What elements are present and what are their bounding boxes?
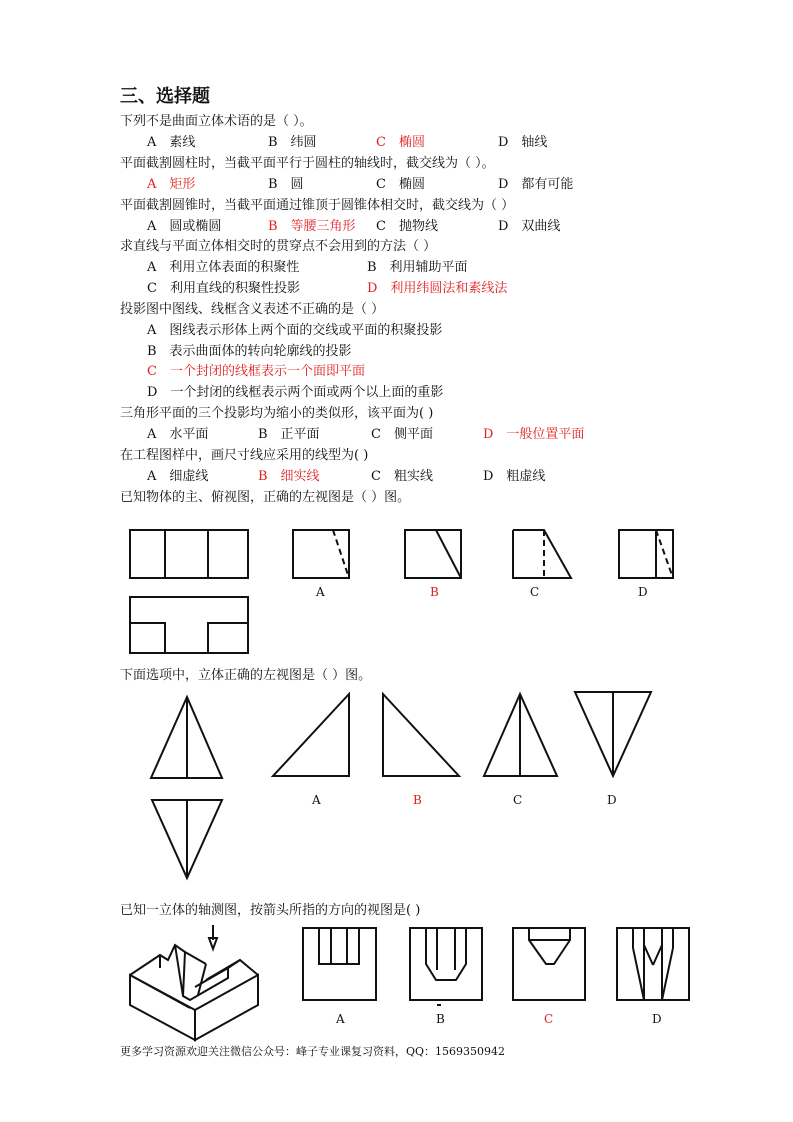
option: B 表示曲面体的转向轮廓线的投影 xyxy=(147,344,352,359)
figure-label: D xyxy=(607,793,617,807)
q9-option-a-figure xyxy=(273,694,349,776)
q9-option-b-figure xyxy=(383,694,459,776)
option: B 正平面 xyxy=(258,427,320,442)
figure-label: A xyxy=(312,793,321,807)
option: B 圆 xyxy=(268,177,304,192)
option: A 水平面 xyxy=(147,427,209,442)
question-stem: 三角形平面的三个投影均为缩小的类似形，该平面为( ) xyxy=(120,406,434,421)
question-stem: 平面截割圆柱时，当截平面平行于圆柱的轴线时，截交线为（ ）。 xyxy=(120,156,495,171)
q8-top-view xyxy=(130,597,248,653)
option: D 粗虚线 xyxy=(483,469,546,484)
option: B 利用辅助平面 xyxy=(367,260,468,275)
option: D 都有可能 xyxy=(498,177,574,192)
question-stem: 求直线与平面立体相交时的贯穿点不会用到的方法（ ） xyxy=(120,239,437,254)
figure-label: C xyxy=(513,793,523,807)
q10-option-c-figure xyxy=(513,928,585,1000)
question-stem: 下面选项中，立体正确的左视图是（ ）图。 xyxy=(120,668,372,683)
option: A 图线表示形体上两个面的交线或平面的积聚投影 xyxy=(147,323,443,338)
option-answer: B 等腰三角形 xyxy=(268,219,356,234)
q9-option-d-figure xyxy=(575,692,651,776)
q8-front-view xyxy=(130,530,248,578)
option: B 纬圆 xyxy=(268,135,317,150)
option-answer: C 椭圆 xyxy=(376,135,425,150)
option: D 双曲线 xyxy=(498,219,561,234)
figure-label: A xyxy=(336,1012,345,1026)
q8-option-a-figure xyxy=(293,530,349,578)
option: C 粗实线 xyxy=(371,469,433,484)
option: A 素线 xyxy=(147,135,196,150)
option: C 侧平面 xyxy=(371,427,433,442)
option: C 抛物线 xyxy=(376,219,438,234)
q8-option-d-figure xyxy=(619,530,673,578)
q8-option-b-figure xyxy=(405,530,461,578)
option-answer: D 一般位置平面 xyxy=(483,427,585,442)
option: C 椭圆 xyxy=(376,177,425,192)
question-stem: 已知一立体的轴测图，按箭头所指的方向的视图是( ) xyxy=(120,903,421,918)
option-answer: C 一个封闭的线框表示一个面即平面 xyxy=(147,364,365,379)
figure-label: C xyxy=(530,585,540,599)
option: A 利用立体表面的积聚性 xyxy=(147,260,300,275)
q8-option-c-figure xyxy=(513,530,571,578)
question-stem: 下列不是曲面立体术语的是（ ）。 xyxy=(120,114,313,129)
figure-label: A xyxy=(316,585,325,599)
q9-front-view xyxy=(151,697,222,778)
q10-direction-arrow xyxy=(209,925,217,949)
q10-option-b-figure xyxy=(410,928,482,1005)
option-answer: A 矩形 xyxy=(147,177,196,192)
footer-note: 更多学习资源欢迎关注微信公众号：峰子专业课复习资料，QQ：1569350942 xyxy=(120,1045,506,1058)
question-stem: 投影图中图线、线框含义表述不正确的是（ ） xyxy=(120,302,385,317)
figure-label-answer: B xyxy=(413,793,422,807)
question-stem: 已知物体的主、俯视图，正确的左视图是（ ）图。 xyxy=(120,490,411,505)
section-title: 三、选择题 xyxy=(120,86,210,107)
figure-label-answer: C xyxy=(544,1012,554,1026)
figure-label: D xyxy=(638,585,648,599)
option: D 一个封闭的线框表示两个面或两个以上面的重影 xyxy=(147,385,444,400)
option: A 圆或椭圆 xyxy=(147,219,222,234)
option-answer: D 利用纬圆法和素线法 xyxy=(367,281,508,296)
question-stem: 平面截割圆锥时，当截平面通过锥顶于圆锥体相交时，截交线为（ ） xyxy=(120,198,515,213)
question-stem: 在工程图样中，画尺寸线应采用的线型为( ) xyxy=(120,448,369,463)
option-answer: B 细实线 xyxy=(258,469,320,484)
option: D 轴线 xyxy=(498,135,548,150)
q9-option-c-figure xyxy=(484,694,557,776)
q10-option-a-figure xyxy=(303,928,376,1000)
option: A 细虚线 xyxy=(147,469,209,484)
figure-label-answer: B xyxy=(430,585,439,599)
figure-label: B xyxy=(436,1012,445,1026)
option: C 利用直线的积聚性投影 xyxy=(147,281,300,296)
q10-isometric-object xyxy=(130,945,258,1040)
q10-option-d-figure xyxy=(617,928,689,1000)
figure-label: D xyxy=(652,1012,662,1026)
q9-top-view xyxy=(152,800,222,878)
